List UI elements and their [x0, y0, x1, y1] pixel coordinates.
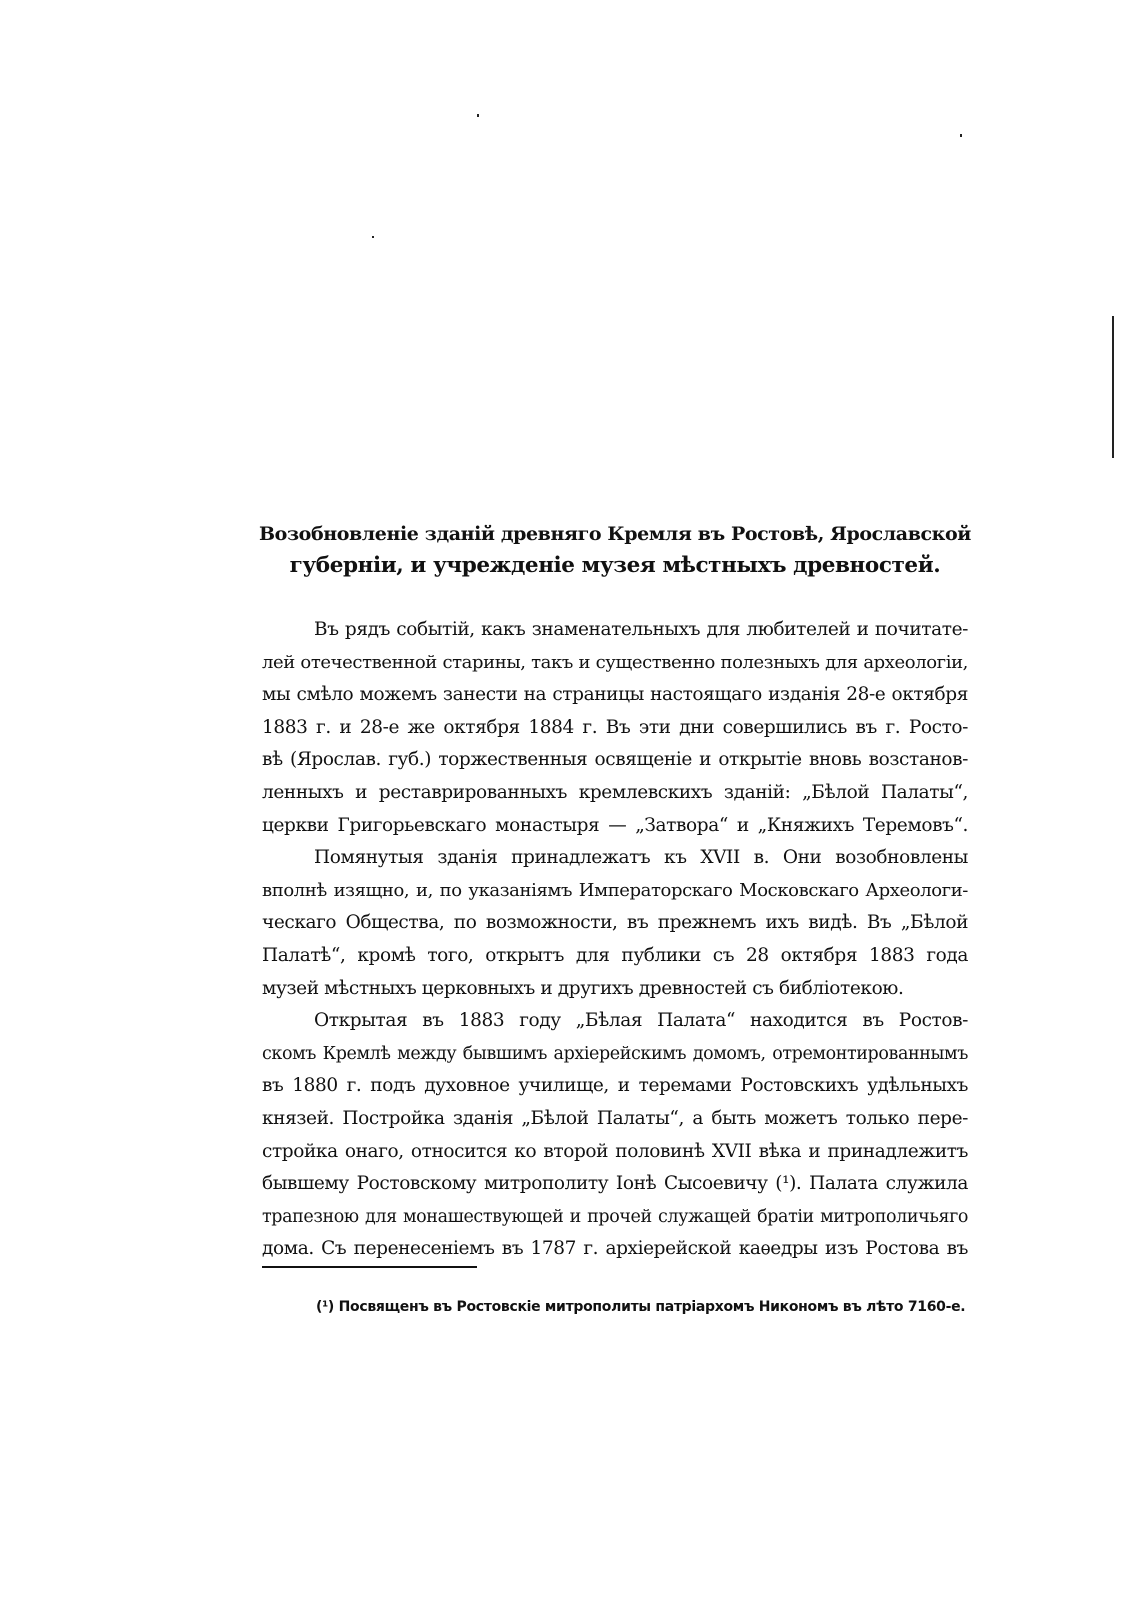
- scan-edge-line: [1112, 316, 1114, 458]
- scan-speck: [372, 236, 374, 238]
- paragraph: [262, 1005, 968, 1266]
- text-line: мы смѣло можемъ занести на страницы настоящаго изданія 28-е октября: [262, 684, 968, 706]
- scan-speck: [960, 134, 962, 137]
- paragraph: [262, 842, 968, 1005]
- text-line: ческаго Общества, по возможности, въ прежнемъ ихъ видѣ. Въ „Бѣлой: [262, 912, 968, 934]
- text-line: въ 1880 г. подъ духовное училище, и теремами Ростовскихъ удѣльныхъ: [262, 1075, 968, 1097]
- title-line: губерніи, и учрежденіе музея мѣстныхъ древностей.: [289, 553, 941, 578]
- text-line: дома. Съ перенесеніемъ въ 1787 г. архіерейской каѳедры изъ Ростова въ: [262, 1238, 968, 1260]
- text-line: Открытая въ 1883 году „Бѣлая Палата“ находится въ Ростов-: [314, 1010, 968, 1032]
- footnote-divider: [262, 1266, 477, 1268]
- text-line: Помянутыя зданія принадлежатъ къ XVII в. Они возобновлены: [314, 847, 968, 869]
- body-text: [262, 614, 968, 1266]
- text-line: ленныхъ и реставрированныхъ кремлевскихъ зданій: „Бѣлой Палаты“,: [262, 781, 968, 803]
- scan-speck: [477, 114, 479, 117]
- page-title: [255, 518, 975, 582]
- title-line: Возобновленіе зданій древняго Кремля въ Ростовѣ, Ярославской: [259, 523, 971, 545]
- text-line: вѣ (Ярослав. губ.) торжественныя освященіе и открытіе вновь возстанов-: [262, 749, 968, 771]
- text-line: лей отечественной старины, такъ и существенно полезныхъ для археологіи,: [262, 651, 968, 673]
- text-line: Палатѣ“, кромѣ того, открытъ для публики съ 28 октября 1883 года: [262, 944, 968, 966]
- text-line: 1883 г. и 28-е же октября 1884 г. Въ эти дни совершились въ г. Росто-: [262, 716, 968, 738]
- paragraph: [262, 614, 968, 842]
- text-line: вполнѣ изящно, и, по указаніямъ Императорскаго Московскаго Археологи-: [262, 879, 968, 901]
- footnote: (¹) Посвященъ въ Ростовскіе митрополиты патріархомъ Никономъ въ лѣто 7160-е.: [316, 1299, 966, 1315]
- text-line: трапезною для монашествующей и прочей служащей братіи митрополичьяго: [262, 1206, 968, 1227]
- text-line: церкви Григорьевскаго монастыря — „Затвора“ и „Княжихъ Теремовъ“.: [262, 814, 968, 836]
- text-line: Въ рядъ событій, какъ знаменательныхъ для любителей и почитате-: [314, 619, 968, 640]
- text-line: князей. Постройка зданія „Бѣлой Палаты“, а быть можетъ только пере-: [262, 1107, 968, 1129]
- text-line: стройка онаго, относится ко второй половинѣ XVII вѣка и принадлежитъ: [262, 1140, 968, 1162]
- text-line: музей мѣстныхъ церковныхъ и другихъ древностей съ библіотекою.: [262, 977, 904, 999]
- text-line: бывшему Ростовскому митрополиту Іонѣ Сысоевичу (¹). Палата служила: [262, 1173, 968, 1195]
- text-line: скомъ Кремлѣ между бывшимъ архіерейскимъ домомъ, отремонтированнымъ: [262, 1043, 968, 1064]
